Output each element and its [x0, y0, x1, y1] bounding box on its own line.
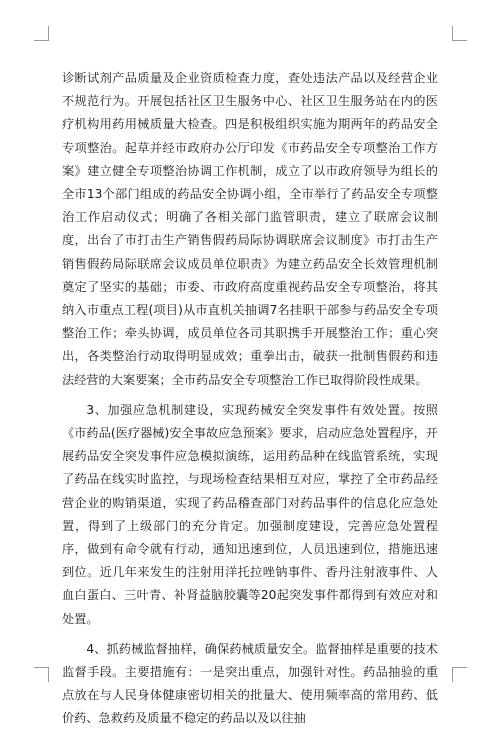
paragraph-emergency-mechanism: 3、加强应急机制建设，实现药械安全突发事件有效处置。按照《市药品(医疗器械)安全事故应急预案》要求，启动应急处置程序，开展药品安全突发事件应急模拟演练，运用药品种在线监管系统，实现了药品在线实时监控，与现场检查结果相互对应，掌控了全市药品经营企业的购销渠道，实现了药品稽查部门对药品事件的信息化应急处置，得到了上级部门的充分肯定。加强制度建设，完善应急处置程序，做到有命令就有行动，通知迅速到位，人员迅速到位，措施迅速到位。近几年来发生的注射用洋托拉唑钠事件、香丹注射液事件、人血白蛋白、三叶青、补肾益脑胶囊等20起突发事件都得到有效应对和处置。: [62, 402, 438, 626]
crop-mark-top-right: [452, 26, 467, 41]
paragraph-special-rectification: 诊断试剂产品质量及企业资质检查力度，查处违法产品以及经营企业不规范行为。开展包括社区卫生服务中心、社区卫生服务站在内的医疗机构用药用械质量大检查。四是积极组织实施为期两年的药品安全专项整治。起草并经市政府办公厅印发《市药品安全专项整治工作方案》建立健全专项整治协调工作机制，成立了以市政府领导为组长的全市13个部门组成的药品安全协调小组，全市举行了药品安全专项整治工作启动仪式；明确了各相关部门监管职责，建立了联席会议制度，出台了市打击生产销售假药局际协调联席会议制度》市打击生产销售假药局际联席会议成员单位职责》为建立药品安全长效管理机制奠定了坚实的基础；市委、市政府高度重视药品安全专项整治，将其纳入市重点工程(项目)从市直机关抽调7名挂职干部参与药品安全专项整治工作；牵头协调，成员单位各司其职携手开展整治工作；重心突出，各类整治行动取得明显成效；重拳出击，破获一批制售假药和违法经营的大案要案；全市药品安全专项整治工作已取得阶段性成果。: [62, 71, 438, 387]
crop-mark-bottom-left: [34, 667, 49, 682]
crop-mark-bottom-right: [452, 667, 467, 682]
paragraph-sampling-supervision: 4、抓药械监督抽样，确保药械质量安全。监督抽样是重要的技术监督手段。主要措施有：一是突出重点，加强针对性。药品抽验的重点放在与人民身体健康密切相关的批量大、使用频率高的常用药、低价药、急救药及质量不稳定的药品以及以往抽: [62, 641, 438, 726]
document-body: [62, 67, 438, 731]
crop-mark-top-left: [34, 26, 49, 41]
